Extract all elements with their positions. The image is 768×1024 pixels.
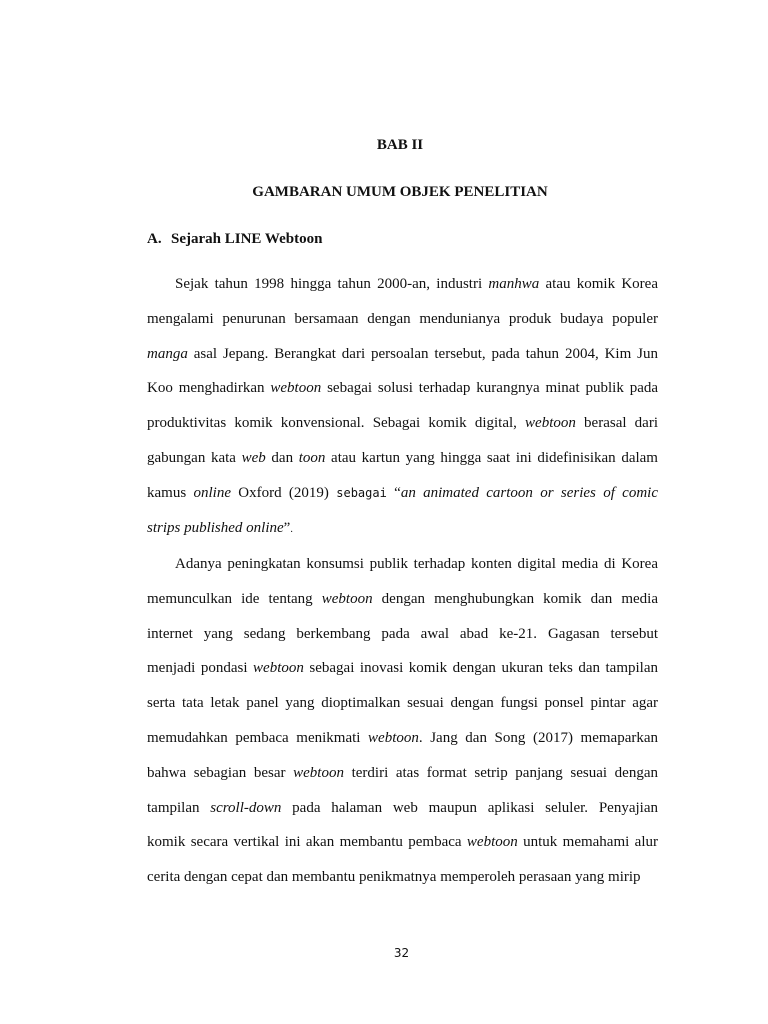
text-run: Koo menghadirkan <box>147 380 271 397</box>
italic-term: strips published online <box>147 519 284 536</box>
paragraph-line <box>147 798 658 818</box>
text-run: untuk memahami alur <box>517 834 658 851</box>
text-run: sebagai solusi terhadap kurangnya minat publik pada <box>321 380 659 397</box>
italic-term: webtoon <box>253 660 304 677</box>
text-run: memudahkan pembaca menikmati <box>147 730 369 746</box>
paragraph-line <box>147 448 658 468</box>
italic-term: webtoon <box>270 380 322 397</box>
text-run: serta tata letak panel yang dioptimalkan sesuai dengan fungsi ponsel pintar agar <box>147 695 658 712</box>
italic-term: scroll-down <box>210 799 282 816</box>
paragraph-line <box>147 344 658 364</box>
paragraph-line <box>147 589 658 609</box>
italic-term: online <box>193 484 231 501</box>
paragraph-line <box>147 624 658 644</box>
paragraph-line <box>147 867 658 887</box>
page-number: 32 <box>393 946 410 960</box>
text-run: internet yang sedang berkembang pada awal abad ke-21. Gagasan tersebut <box>147 625 658 642</box>
italic-term: an animated cartoon or series of comic <box>400 484 658 501</box>
text-run: asal Jepang. Berangkat dari persoalan tersebut, pada tahun 2004, Kim Jun <box>187 345 658 362</box>
section-title: Sejarah LINE Webtoon <box>171 231 323 247</box>
italic-term: manhwa <box>488 276 540 292</box>
italic-term: toon <box>298 450 326 466</box>
text-run: Adanya peningkatan konsumsi publik terhadap konten digital media di Korea <box>175 556 658 572</box>
text-run: mengalami penurunan bersamaan dengan mendunianya produk budaya populer <box>147 310 658 327</box>
text-run: atau komik Korea <box>539 276 658 292</box>
text-run: produktivitas komik konvensional. Sebagai komik digital, <box>147 415 526 432</box>
text-run: terdiri atas format setrip panjang sesuai dengan <box>343 764 658 781</box>
section-heading <box>147 231 322 248</box>
text-run: gabungan kata <box>147 450 242 466</box>
text-run: pada halaman web maupun aplikasi seluler. Penyajian <box>281 799 658 816</box>
text-run: . <box>290 523 293 535</box>
chapter-heading: BAB II <box>376 137 424 153</box>
text-run: Oxford (2019) <box>230 484 337 501</box>
text-run: bahwa sebagian besar <box>147 764 294 781</box>
paragraph-line <box>147 728 658 748</box>
text-run: dan <box>265 450 299 466</box>
paragraph-line <box>147 413 658 433</box>
italic-term: web <box>241 450 266 466</box>
paragraph-line <box>147 309 658 329</box>
paragraph-line <box>147 378 658 398</box>
italic-term: webtoon <box>368 730 419 746</box>
text-run: sebagai <box>336 485 387 500</box>
text-run: dengan menghubungkan komik dan media <box>372 590 658 607</box>
text-run: komik secara vertikal ini akan membantu pembaca <box>147 834 467 851</box>
text-run: cerita dengan cepat dan membantu penikmatnya memperoleh perasaan yang mirip <box>147 869 641 886</box>
italic-term: manga <box>147 345 188 362</box>
text-run: kamus <box>147 484 194 501</box>
italic-term: webtoon <box>321 590 373 607</box>
text-run: ” <box>283 519 291 536</box>
italic-term: webtoon <box>525 415 576 432</box>
text-run: menjadi pondasi <box>147 660 254 677</box>
text-run: berasal dari <box>575 415 658 432</box>
italic-term: webtoon <box>293 764 344 781</box>
chapter-title: GAMBARAN UMUM OBJEK PENELITIAN <box>252 184 548 200</box>
text-run: atau kartun yang hingga saat ini didefinisikan dalam <box>325 450 658 466</box>
text-run: sebagai inovasi komik dengan ukuran teks dan tampilan <box>303 660 658 677</box>
paragraph-line <box>175 554 658 574</box>
italic-term: webtoon <box>466 834 518 851</box>
paragraph-line <box>147 658 658 678</box>
paragraph-line <box>175 274 658 294</box>
paragraph-line <box>147 518 658 540</box>
text-run: “ <box>386 484 401 501</box>
text-run: memunculkan ide tentang <box>147 590 322 607</box>
text-run: tampilan <box>147 799 211 816</box>
paragraph-line <box>147 832 658 852</box>
text-run: Sejak tahun 1998 hingga tahun 2000-an, industri <box>175 276 489 292</box>
paragraph-line <box>147 763 658 783</box>
paragraph-line <box>147 693 658 713</box>
section-number: A. <box>147 231 162 247</box>
paragraph-line <box>147 483 658 503</box>
text-run: . Jang dan Song (2017) memaparkan <box>418 730 659 746</box>
